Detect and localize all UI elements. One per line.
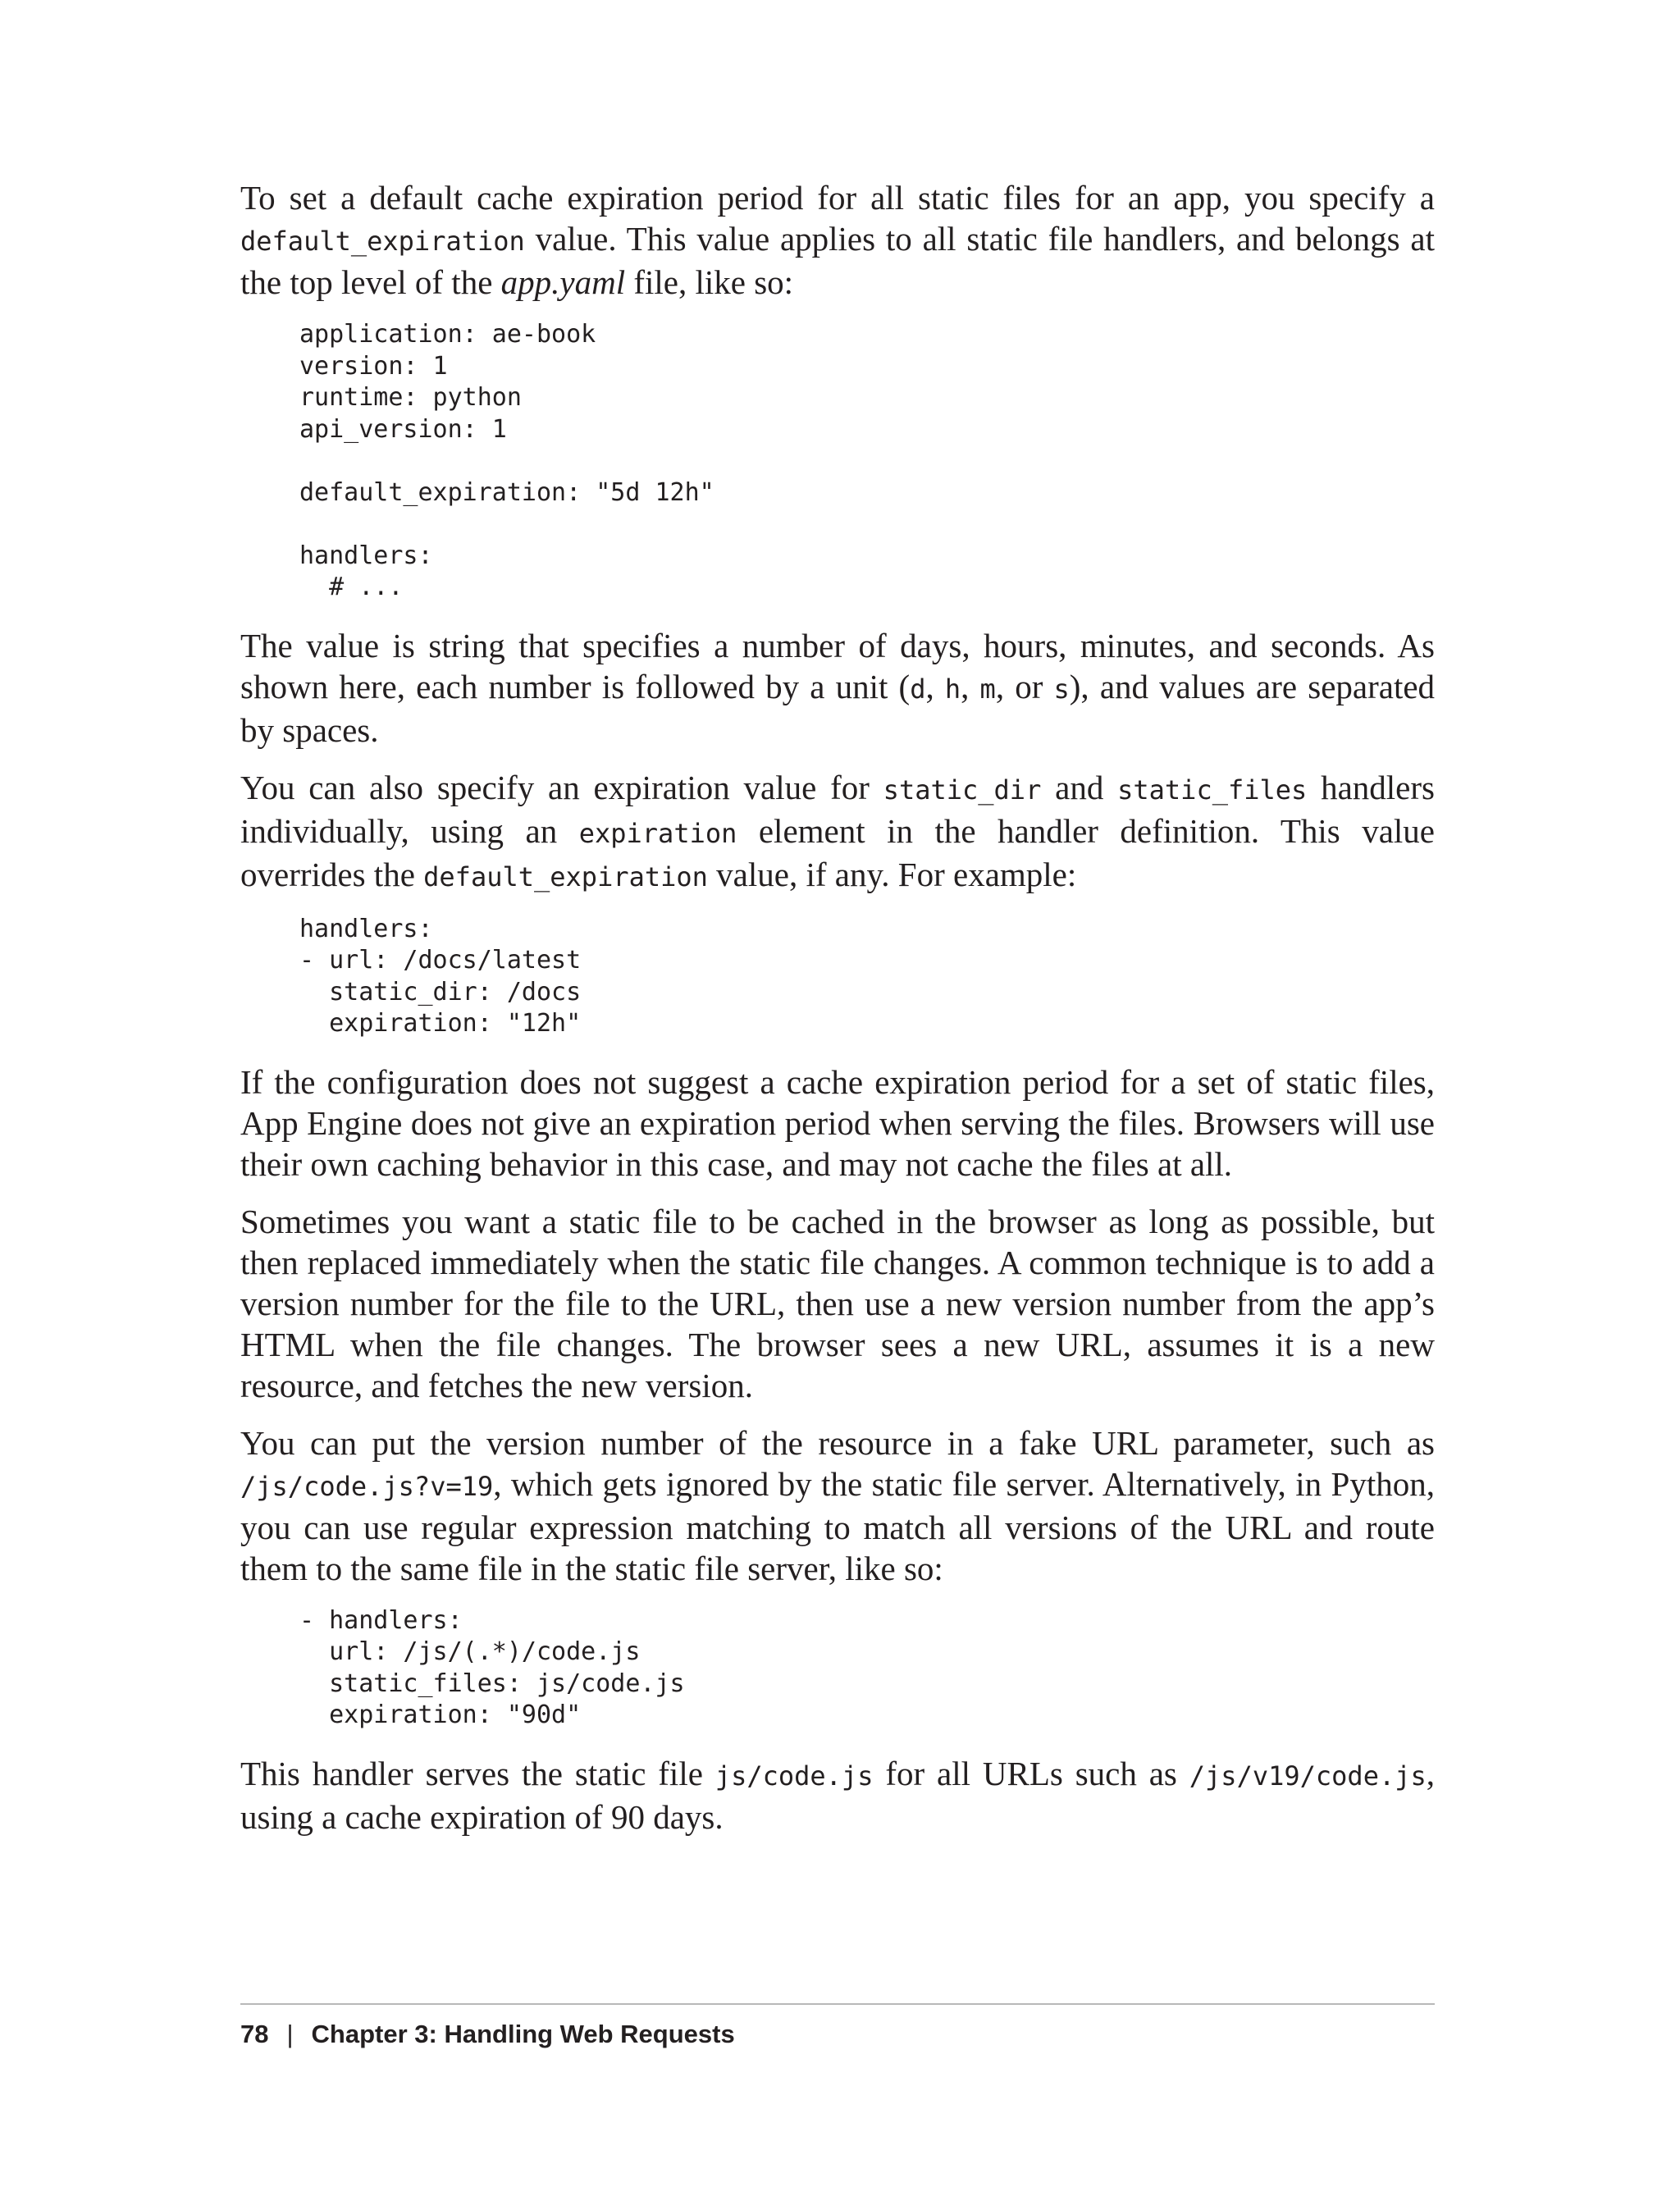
text-run: , [925, 667, 945, 705]
text-run: To set a default cache expiration period for all static files for an app, you specify a [240, 179, 1435, 217]
text-run: ), and values are separated by spaces. [240, 667, 1436, 749]
inline-code: h [944, 673, 961, 705]
inline-code: /js/v19/code.js [1189, 1760, 1427, 1792]
paragraph-no-expiration: If the configuration does not suggest a cache expiration period for a set of static files, App Engine does not give an expiration period when serving the files. Browsers will use their own caching behavior in this case, and may not cache the files at all. [240, 1062, 1435, 1183]
text-run: , using a cache expiration of 90 days. [240, 1754, 1435, 1836]
text-run: You can also specify an expiration value for [240, 768, 883, 806]
paragraph-value-format [240, 625, 1435, 751]
text-run: file, like so: [625, 263, 794, 301]
inline-code: js/code.js [714, 1760, 874, 1792]
text-run: The value is string that specifies a number of days, hours, minutes, and seconds. As shown here, each number is followed by a unit ( [240, 626, 1435, 705]
paragraph-handler-expiration [240, 767, 1435, 897]
paragraph-handler-summary [240, 1753, 1435, 1838]
text-run: for all URLs such as [873, 1754, 1189, 1792]
text-run: value, if any. For example: [707, 855, 1077, 893]
inline-code: default_expiration [240, 226, 525, 257]
paragraph-versioning-technique: Sometimes you want a static file to be cached in the browser as long as possible, but then replaced immediately when the static file changes. A common technique is to add a version number for the file to the URL, then use a new version number from the app’s HTML when the file changes. The browser sees a new URL, assumes it is a new resource, and fetches the new version. [240, 1202, 1435, 1404]
text-run: , [961, 667, 980, 705]
text-run: , or [995, 667, 1054, 705]
text-run: , which gets ignored by the static file server. Alternatively, in Python, you can use regular expression matching to match all versions of the URL and route them to the same file in the static file server, like so: [240, 1464, 1435, 1587]
page-number: 78 [240, 2020, 269, 2048]
page-content [240, 177, 1435, 1854]
text-run: handlers individually, using an [240, 768, 1435, 850]
code-block-app-yaml: application: ae-book version: 1 runtime: python api_version: 1 default_expiration: "5d 12h" handlers: # ... [299, 320, 714, 601]
chapter-title: Chapter 3: Handling Web Requests [311, 2020, 735, 2048]
inline-code: s [1053, 673, 1070, 705]
filename-emphasis: app.yaml [500, 263, 626, 301]
text-run: element in the handler definition. This value overrides the [240, 811, 1435, 893]
text-run: This handler serves the static file [240, 1754, 715, 1792]
text-run: value. This value applies to all static file handlers, and belongs at the top level of the [240, 220, 1435, 301]
text-run: and [1041, 768, 1118, 806]
paragraph-fake-url-parameter [240, 1422, 1435, 1589]
text-run: You can put the version number of the resource in a fake URL parameter, such as [240, 1423, 1435, 1462]
code-block-handlers-docs: handlers: - url: /docs/latest static_dir: /docs expiration: "12h" [299, 914, 582, 1038]
inline-code: /js/code.js?v=19 [240, 1470, 494, 1502]
inline-code: default_expiration [423, 861, 708, 892]
inline-code: static_files [1117, 774, 1308, 806]
inline-code: d [910, 673, 926, 705]
inline-code: static_dir [883, 774, 1042, 806]
inline-code: m [979, 673, 996, 705]
paragraph-default-expiration-intro [240, 177, 1435, 303]
footer-separator: | [286, 2020, 294, 2048]
inline-code: expiration [578, 817, 737, 849]
page-footer [240, 2003, 1435, 2049]
code-block-handlers-js: - handlers: url: /js/(.*)/code.js static_files: js/code.js expiration: "90d" [299, 1605, 685, 1729]
